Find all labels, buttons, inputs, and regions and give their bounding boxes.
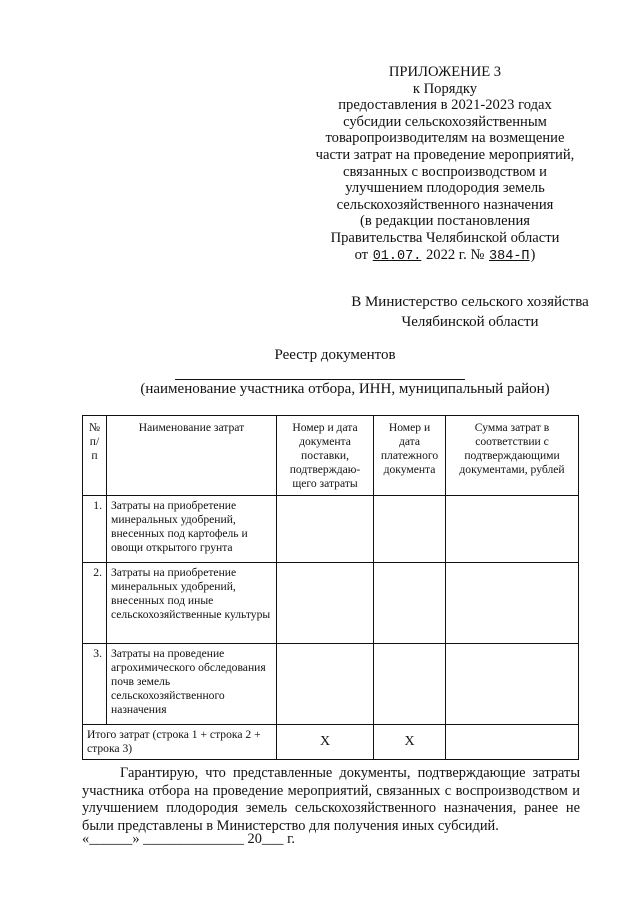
appendix-line: (в редакции постановления bbox=[360, 213, 530, 230]
row-cell-delivery bbox=[277, 563, 374, 644]
row-cell-amount bbox=[446, 563, 579, 644]
addressee-line: В Министерство сельского хозяйства bbox=[351, 294, 589, 310]
appendix-line: к Порядку bbox=[412, 80, 478, 97]
table-row bbox=[83, 644, 579, 725]
table-row bbox=[83, 496, 579, 563]
header-number: № п/п bbox=[83, 416, 107, 496]
total-label: Итого затрат (строка 1 + строка 2 + строка 3) bbox=[83, 725, 277, 760]
total-amount bbox=[446, 725, 579, 760]
row-expense-name: Затраты на проведение агрохимического обследования почв земель сельскохозяйственного назначения bbox=[107, 644, 277, 725]
appendix-line: улучшением плодородия земель bbox=[345, 180, 545, 197]
guarantee-first-line: Гарантирую, что представленные документы, подтверждающие затраты bbox=[120, 765, 580, 781]
addressee bbox=[320, 292, 620, 332]
participant-name-line bbox=[175, 379, 465, 380]
row-cell-payment bbox=[374, 563, 446, 644]
appendix-header bbox=[300, 64, 590, 265]
date-year: 2022 г. № bbox=[425, 246, 485, 263]
row-cell-payment bbox=[374, 644, 446, 725]
registry-table bbox=[82, 415, 579, 760]
addressee-line: Челябинской области bbox=[401, 314, 539, 330]
header-expense-name: Наименование затрат bbox=[107, 416, 277, 496]
header-payment-doc: Номер и дата платежного документа bbox=[374, 416, 446, 496]
row-expense-name: Затраты на приобретение минеральных удобрений, внесенных под иные сельскохозяйственные культуры bbox=[107, 563, 277, 644]
row-number: 3. bbox=[83, 644, 107, 725]
guarantee-paragraph bbox=[82, 765, 580, 835]
resolution-date-line bbox=[300, 247, 590, 266]
row-number: 1. bbox=[83, 496, 107, 563]
row-cell-amount bbox=[446, 644, 579, 725]
appendix-line: сельскохозяйственного назначения bbox=[336, 196, 554, 213]
table-row bbox=[83, 563, 579, 644]
date-signature-line: «______» ______________ 20___ г. bbox=[82, 831, 295, 847]
row-cell-payment bbox=[374, 496, 446, 563]
resolution-date: 01.07. bbox=[372, 248, 422, 264]
appendix-line: ПРИЛОЖЕНИЕ 3 bbox=[388, 64, 502, 80]
row-cell-delivery bbox=[277, 496, 374, 563]
resolution-number: 384-П bbox=[489, 248, 530, 264]
appendix-line: предоставления в 2021-2023 годах bbox=[338, 97, 552, 114]
appendix-line: части затрат на проведение мероприятий, bbox=[315, 146, 575, 163]
row-expense-name: Затраты на приобретение минеральных удобрений, внесенных под картофель и овощи открытого грунта bbox=[107, 496, 277, 563]
appendix-line: субсидии сельскохозяйственным bbox=[343, 113, 547, 130]
appendix-line: Правительства Челябинской области bbox=[330, 229, 560, 246]
document-title: Реестр документов bbox=[274, 347, 396, 363]
guarantee-rest: участника отбора на проведение мероприятий, связанных с воспроизводством и улучшением плодородия земель сельскохозяйственного назначения, ранее не были представлены в Министерство для получения иных субсидий. bbox=[82, 782, 580, 834]
participant-caption: (наименование участника отбора, ИНН, муниципальный район) bbox=[140, 381, 550, 397]
row-cell-delivery bbox=[277, 644, 374, 725]
date-prefix: от bbox=[354, 246, 369, 263]
total-payment-x: Х bbox=[374, 725, 446, 760]
appendix-line: связанных с воспроизводством и bbox=[343, 163, 547, 180]
row-cell-amount bbox=[446, 496, 579, 563]
table-total-row bbox=[83, 725, 579, 760]
table-header-row bbox=[83, 416, 579, 496]
row-number: 2. bbox=[83, 563, 107, 644]
date-suffix: ) bbox=[530, 246, 536, 263]
total-delivery-x: Х bbox=[277, 725, 374, 760]
appendix-line: товаропроизводителям на возмещение bbox=[325, 130, 565, 147]
header-amount: Сумма затрат в соответствии с подтверждающими документами, рублей bbox=[446, 416, 579, 496]
header-delivery-doc: Номер и дата документа поставки, подтверждаю-щего затраты bbox=[277, 416, 374, 496]
